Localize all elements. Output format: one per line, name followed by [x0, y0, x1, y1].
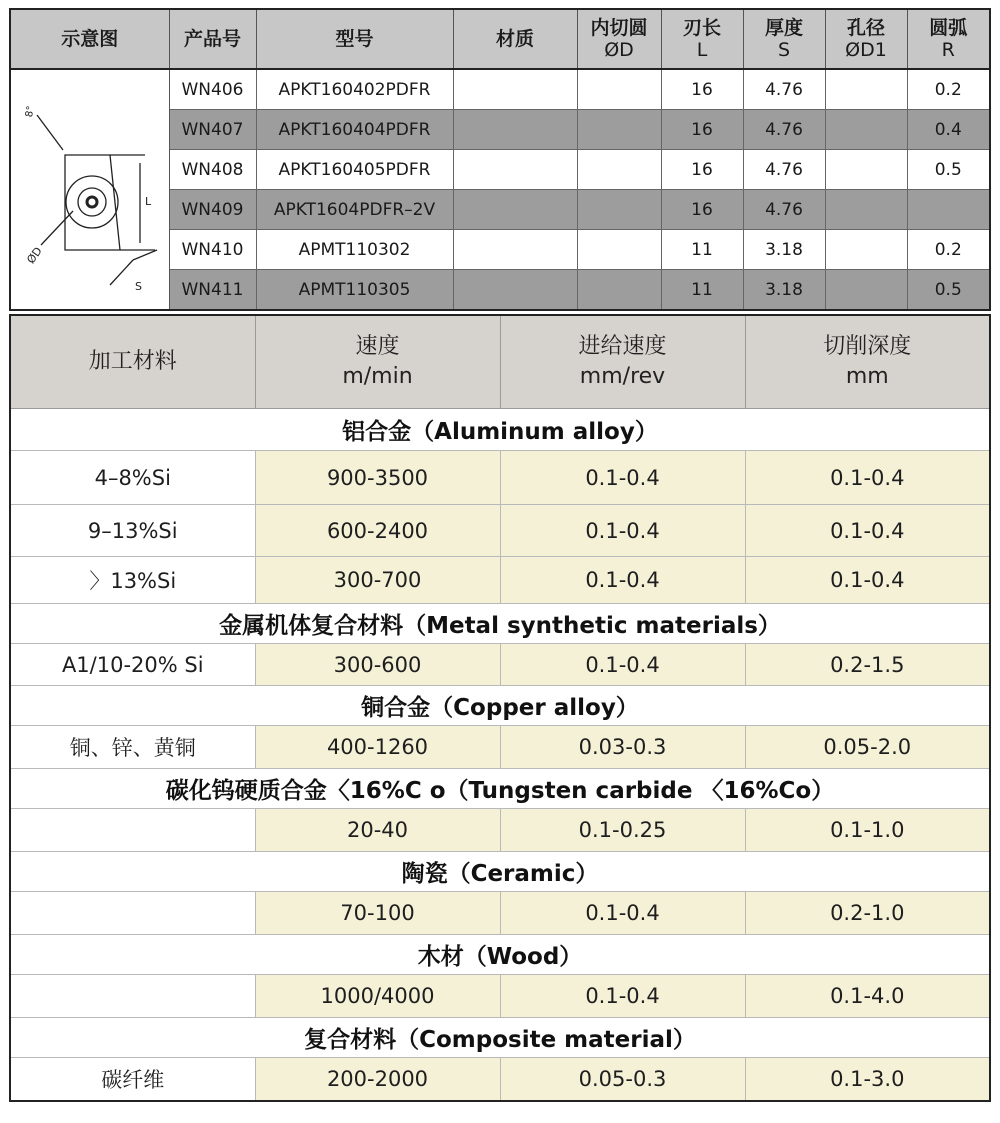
cell-depth: 0.05-2.0: [745, 726, 990, 769]
cell-hole-diameter: [825, 230, 907, 270]
diagram-label-length: L: [144, 194, 151, 208]
cell-material: [453, 150, 577, 190]
cell-model: APKT160404PDFR: [256, 110, 453, 150]
cell-material: [453, 270, 577, 311]
cell-speed: 900-3500: [255, 451, 500, 505]
section-title: 木材（Wood）: [10, 935, 990, 975]
cell-model: APKT160402PDFR: [256, 69, 453, 110]
cell-model: APMT110302: [256, 230, 453, 270]
cell-material: [453, 190, 577, 230]
cell-feed: 0.1-0.4: [500, 451, 745, 505]
cell-product-no: WN409: [169, 190, 256, 230]
cell-feed: 0.1-0.4: [500, 557, 745, 604]
cell-speed: 400-1260: [255, 726, 500, 769]
cell-speed: 300-600: [255, 644, 500, 686]
cell-speed: 300-700: [255, 557, 500, 604]
cell-edge-length: 11: [661, 230, 743, 270]
cutting-row: [10, 975, 990, 1018]
cell-hole-diameter: [825, 150, 907, 190]
section-title: 陶瓷（Ceramic）: [10, 852, 990, 892]
section-row: [10, 1018, 990, 1058]
cutting-row: [10, 557, 990, 604]
insert-drawing-icon: [15, 85, 165, 295]
cell-material: [453, 69, 577, 110]
section-title: 铜合金（Copper alloy）: [10, 686, 990, 726]
section-row: [10, 852, 990, 892]
cell-feed: 0.1-0.4: [500, 644, 745, 686]
cell-model: APMT110305: [256, 270, 453, 311]
cell-model: APKT160405PDFR: [256, 150, 453, 190]
cell-work-material: 碳纤维: [10, 1058, 255, 1101]
cell-work-material: 9–13%Si: [10, 505, 255, 557]
cell-edge-length: 16: [661, 150, 743, 190]
cell-feed: 0.1-0.4: [500, 892, 745, 935]
diagram-label-phi-d: ØD: [24, 244, 45, 266]
header-corner-radius: 圆弧 R: [907, 9, 990, 69]
section-row: [10, 935, 990, 975]
cell-thickness: 4.76: [743, 190, 825, 230]
header-model: 型号: [256, 9, 453, 69]
cell-work-material: 铜、锌、黄铜: [10, 726, 255, 769]
header-feed: 进给速度 mm/rev: [500, 315, 745, 409]
cell-hole-diameter: [825, 190, 907, 230]
product-header-row: [10, 9, 990, 69]
diagram-label-thickness: S: [134, 279, 142, 293]
section-title: 碳化钨硬质合金〈16%C o（Tungsten carbide 〈16%Co）: [10, 769, 990, 809]
cell-thickness: 3.18: [743, 270, 825, 311]
header-inscribed-circle: 内切圆 ØD: [577, 9, 661, 69]
cell-corner-radius: 0.5: [907, 270, 990, 311]
cell-inscribed-circle: [577, 110, 661, 150]
cutting-row: [10, 726, 990, 769]
cutting-row: [10, 809, 990, 852]
cell-work-material: [10, 975, 255, 1018]
cutting-row: [10, 505, 990, 557]
header-speed: 速度 m/min: [255, 315, 500, 409]
cell-work-material: 4–8%Si: [10, 451, 255, 505]
cell-hole-diameter: [825, 270, 907, 311]
cell-hole-diameter: [825, 69, 907, 110]
cell-thickness: 4.76: [743, 150, 825, 190]
cell-feed: 0.1-0.4: [500, 505, 745, 557]
section-title: 复合材料（Composite material）: [10, 1018, 990, 1058]
cell-corner-radius: 0.2: [907, 230, 990, 270]
header-product-no: 产品号: [169, 9, 256, 69]
diagram-label-relief: 8°: [23, 104, 37, 118]
cell-inscribed-circle: [577, 230, 661, 270]
cell-depth: 0.1-0.4: [745, 451, 990, 505]
cell-depth: 0.1-3.0: [745, 1058, 990, 1101]
cell-inscribed-circle: [577, 69, 661, 110]
cutting-parameter-table: [9, 314, 991, 1102]
cell-corner-radius: [907, 190, 990, 230]
cell-depth: 0.1-1.0: [745, 809, 990, 852]
cell-product-no: WN408: [169, 150, 256, 190]
cell-material: [453, 110, 577, 150]
section-row: [10, 604, 990, 644]
cell-speed: 200-2000: [255, 1058, 500, 1101]
cell-depth: 0.1-0.4: [745, 505, 990, 557]
cell-product-no: WN411: [169, 270, 256, 311]
cell-depth: 0.1-0.4: [745, 557, 990, 604]
cell-speed: 600-2400: [255, 505, 500, 557]
header-thickness: 厚度 S: [743, 9, 825, 69]
cell-inscribed-circle: [577, 270, 661, 311]
cell-feed: 0.05-0.3: [500, 1058, 745, 1101]
cell-edge-length: 16: [661, 190, 743, 230]
cell-speed: 70-100: [255, 892, 500, 935]
header-depth: 切削深度 mm: [745, 315, 990, 409]
cell-edge-length: 11: [661, 270, 743, 311]
cell-work-material: [10, 809, 255, 852]
header-material: 材质: [453, 9, 577, 69]
cell-product-no: WN406: [169, 69, 256, 110]
cell-hole-diameter: [825, 110, 907, 150]
cell-edge-length: 16: [661, 69, 743, 110]
product-row: [10, 69, 990, 110]
cell-work-material: A1/10-20% Si: [10, 644, 255, 686]
cell-product-no: WN410: [169, 230, 256, 270]
cell-thickness: 4.76: [743, 110, 825, 150]
cutting-row: [10, 892, 990, 935]
cell-corner-radius: 0.2: [907, 69, 990, 110]
cell-feed: 0.1-0.4: [500, 975, 745, 1018]
header-hole-diameter: 孔径 ØD1: [825, 9, 907, 69]
cell-work-material: [10, 892, 255, 935]
cell-inscribed-circle: [577, 150, 661, 190]
section-row: [10, 409, 990, 451]
cutting-row: [10, 1058, 990, 1101]
cutting-row: [10, 451, 990, 505]
cell-feed: 0.1-0.25: [500, 809, 745, 852]
cell-thickness: 4.76: [743, 69, 825, 110]
cell-corner-radius: 0.4: [907, 110, 990, 150]
cell-speed: 1000/4000: [255, 975, 500, 1018]
section-title: 金属机体复合材料（Metal synthetic materials）: [10, 604, 990, 644]
section-row: [10, 686, 990, 726]
cell-depth: 0.1-4.0: [745, 975, 990, 1018]
cell-material: [453, 230, 577, 270]
section-row: [10, 769, 990, 809]
cell-thickness: 3.18: [743, 230, 825, 270]
insert-diagram: [10, 69, 169, 310]
cutting-header-row: [10, 315, 990, 409]
product-spec-table: [9, 8, 991, 311]
cell-product-no: WN407: [169, 110, 256, 150]
section-title: 铝合金（Aluminum alloy）: [10, 409, 990, 451]
cell-work-material: 〉13%Si: [10, 557, 255, 604]
cell-model: APKT1604PDFR–2V: [256, 190, 453, 230]
cell-depth: 0.2-1.5: [745, 644, 990, 686]
cell-corner-radius: 0.5: [907, 150, 990, 190]
cell-depth: 0.2-1.0: [745, 892, 990, 935]
header-edge-length: 刃长 L: [661, 9, 743, 69]
header-diagram: 示意图: [10, 9, 169, 69]
cutting-row: [10, 644, 990, 686]
cell-edge-length: 16: [661, 110, 743, 150]
cell-feed: 0.03-0.3: [500, 726, 745, 769]
cell-inscribed-circle: [577, 190, 661, 230]
cell-speed: 20-40: [255, 809, 500, 852]
header-work-material: 加工材料: [10, 315, 255, 409]
